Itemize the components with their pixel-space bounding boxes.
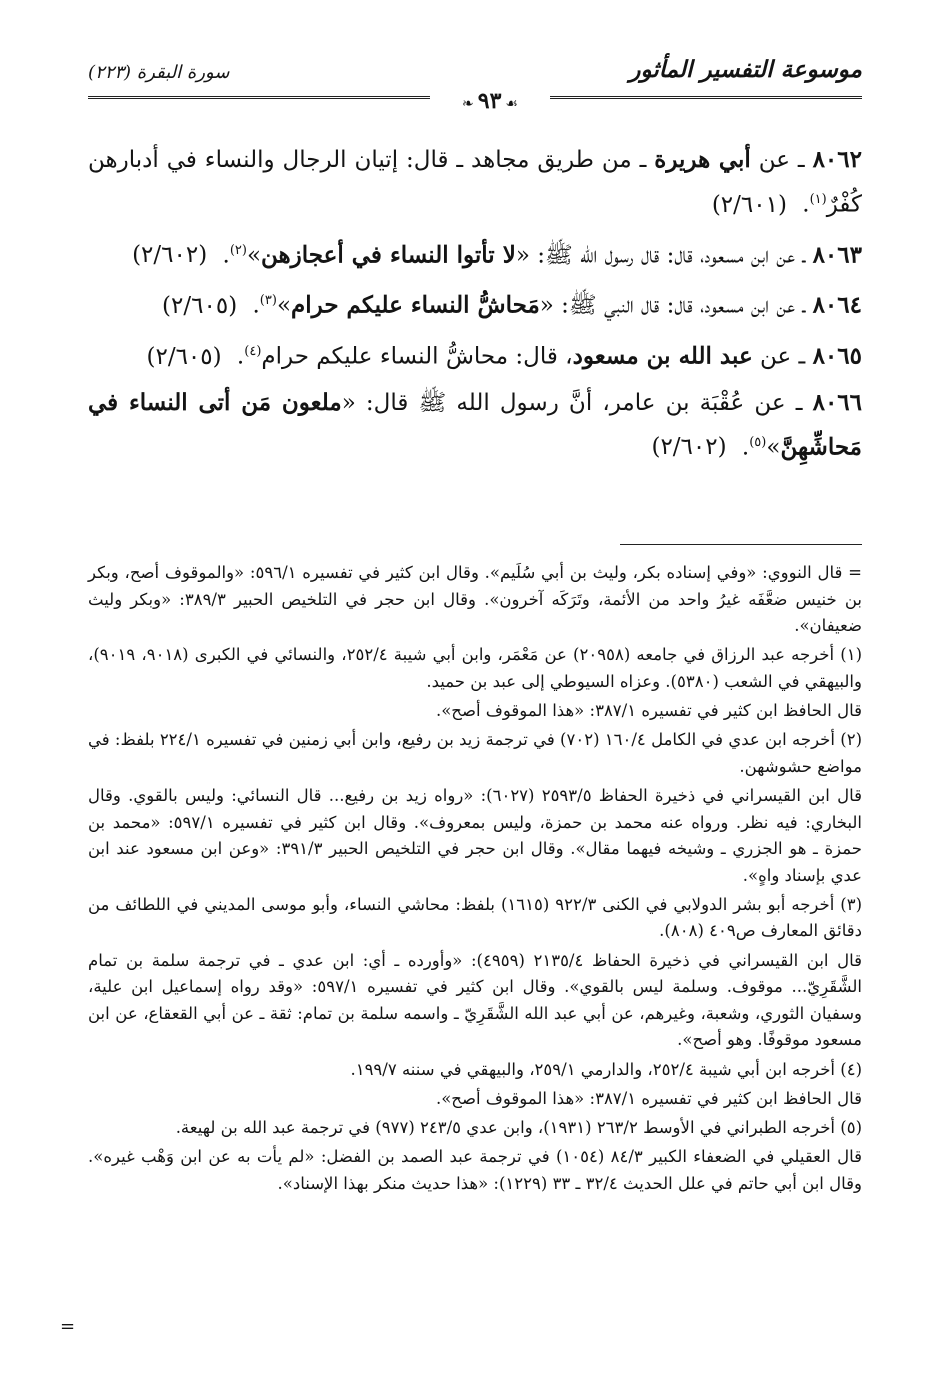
entry-bold-text: ملعون مَن أتى النساء في مَحاشِّهِنَّ [88,388,862,461]
source-reference: (٢/٦٠٥) [162,292,238,319]
page-number [430,88,550,114]
footnote-paragraph: قال ابن القيسراني في ذخيرة الحفاظ ٢٥٩٣/٥ (٦٠٢٧): «رواه زيد بن رفيع... قال النسائي: وليس بالقوي. وقال البخاري: فيه نظر. ورواه عنه محمد بن حمزة، وليس بمعروف». وقال ابن كثير في تفسيره ٥٩٧/١: «محمد بن حمزة ـ هو الجزري ـ وشيخه فيهما مقال». وقال ابن حجر في التلخيص الحبير ٣٩١/٣: «وعن ابن مسعود عند ابن عدي بإسناد واهٍ». [88,786,862,885]
source-reference: (٢/٦٠٢) [651,434,727,461]
hadith-entry [88,140,862,225]
page-number-value: ٩٣ [477,88,502,114]
source-reference: (٢/٦٠٥) [146,343,222,370]
entry-text: . [229,343,245,370]
entry-number: ٨٠٦٤ [812,291,862,319]
entry-text: » [766,434,781,461]
footnote-separator [620,544,862,545]
entry-bold-text: لا تأتوا النساء في أعجازهن [261,241,516,269]
entry-text: ـ عن ابن مسعود، قال: قال رسول الله ﷺ: « [515,242,813,269]
footnote-paragraph: قال ابن القيسراني في ذخيرة الحفاظ ٢١٣٥/٤ (٤٩٥٩): «وأورده ـ أي: ابن عدي ـ في ترجمة سلمة بن تمام الشَّقَرِيّ... موقوف. وسلمة ليس بالقوي». وقال ابن كثير في تفسيره ٥٩٧/١: «وقد رواه إسماعيل ابن علية، وسفيان الثوري، وشعبة، وغيرهم، عن أبي عبد الله الشَّقَرِيّ ـ واسمه سلمة بن تمام: ثقة ـ عن أبي القعقاع، عن ابن مسعود موقوفًا. وهو أصح». [88,950,862,1050]
entry-number: ٨٠٦٢ [812,146,862,173]
entry-text: . [734,434,750,461]
hadith-entry [88,231,862,276]
footnote-paragraph: قال العقيلي في الضعفاء الكبير ٨٤/٣ (١٠٥٤) في ترجمة عبد الصمد بن الفضل: «لم يأت به عن ابن وَهْب غيره». وقال ابن أبي حاتم في علل الحديث ٣٢/٤ ـ ٣٣ (١٢٢٩): «هذا حديث منكر بهذا الإسناد». [88,1147,862,1193]
hadith-entry [88,332,862,377]
footnote-marker: (٢) [229,242,247,258]
footnote-marker: (٤) [244,343,262,359]
entry-text: . [794,191,810,218]
entry-text: . [245,292,260,319]
source-reference: (٢/٦٠٢) [132,242,208,269]
footnote-paragraph: (٢) أخرجه ابن عدي في الكامل ١٦٠/٤ (٧٠٢) في ترجمة زيد بن رفيع، وابن أبي زمنين في تفسيره ٢٢٤/١ بلفظ: في مواضع حشوشهن. [88,730,862,776]
footnote-paragraph: (٥) أخرجه الطبراني في الأوسط ٢٦٣/٢ (١٩٣١)، وابن عدي ٢٤٣/٥ (٩٧٧) في ترجمة عبد الله بن لهيعة. [175,1118,862,1138]
entry-text: ـ عن عُقْبَة بن عامر، أنَّ رسول الله ﷺ قال: « [341,389,813,416]
entry-text: . [215,242,230,269]
entry-bold-text: أبي هريرة [654,146,751,173]
entry-text: ـ عن [752,343,813,370]
entry-number: ٨٠٦٣ [812,241,862,269]
entry-text: ـ من طريق مجاهد ـ قال: إتيان الرجال والنساء في أدبارهن كُفْرٌ [88,147,862,218]
footnote-marker: (١) [809,192,827,207]
footnote-paragraph: = قال النووي: «وفي إسناده بكر، وليث بن أبي سُلَيم». وقال ابن كثير في تفسيره ٥٩٦/١: «والموقوف أصح، وبكر بن خنيس ضعَّفَه غيرُ واحد من الأئمة، وتَرَكَه آخرون». وقال ابن حجر في التلخيص الحبير ٣٨٩/٣: «وبكر وليث ضعيفان». [88,563,862,635]
continuation-mark: = [60,1316,76,1337]
entry-number: ٨٠٦٦ [812,388,863,416]
footnote-paragraph: (١) أخرجه عبد الرزاق في جامعه (٢٠٩٥٨) عن مَعْمَر، وابن أبي شيبة ٢٥٢/٤، والنسائي في الكبرى (٩٠١٨، ٩٠١٩)، والبيهقي في الشعب (٥٣٨٠). وعزاه السيوطي إلى عبد بن حميد. [88,645,862,691]
entry-text: » [246,242,262,269]
footnote-paragraph: (٣) أخرجه أبو بشر الدولابي في الكنى ٩٢٢/٣ (١٦١٥) بلفظ: محاشي النساء، وأبو موسى المديني في اللطائف من دقائق المعارف ص٤٠٩ (٨٠٨). [88,894,863,941]
entry-text: ـ عن [750,147,813,173]
entry-text: ، قال: محاشُّ النساء عليكم حرام [261,343,573,370]
entry-bold-text: عبد الله بن مسعود [572,342,753,370]
hadith-entry [88,383,862,468]
entry-bold-text: مَحاشُّ النساء عليكم حرام [291,291,540,319]
ornament-icon: ❧ [462,96,474,112]
entry-number: ٨٠٦٥ [812,342,862,370]
entry-text: ـ عن ابن مسعود، قال: قال النبي ﷺ: « [539,292,813,319]
source-reference: (٢/٦٠١) [711,191,787,218]
footnote-paragraph: قال الحافظ ابن كثير في تفسيره ٣٨٧/١: «هذا الموقوف أصح». [435,1088,862,1108]
hadith-entry [88,281,862,326]
footnote-paragraph: قال الحافظ ابن كثير في تفسيره ٣٨٧/١: «هذا الموقوف أصح». [435,701,862,721]
footnote-marker: (٥) [749,434,767,450]
footnotes [88,560,862,1200]
main-text [88,140,862,473]
ornament-icon: ☙ [505,96,518,112]
surah-reference: سورة البقرة (٢٢٣) [88,62,230,83]
footnote-paragraph: (٤) أخرجه ابن أبي شيبة ٢٥٢/٤، والدارمي ٢٥٩/١، والبيهقي في سننه ١٩٩/٧. [350,1059,862,1079]
book-title: موسوعة التفسير المأثور [629,56,862,83]
entry-text: » [276,292,292,319]
footnote-marker: (٣) [259,293,277,309]
